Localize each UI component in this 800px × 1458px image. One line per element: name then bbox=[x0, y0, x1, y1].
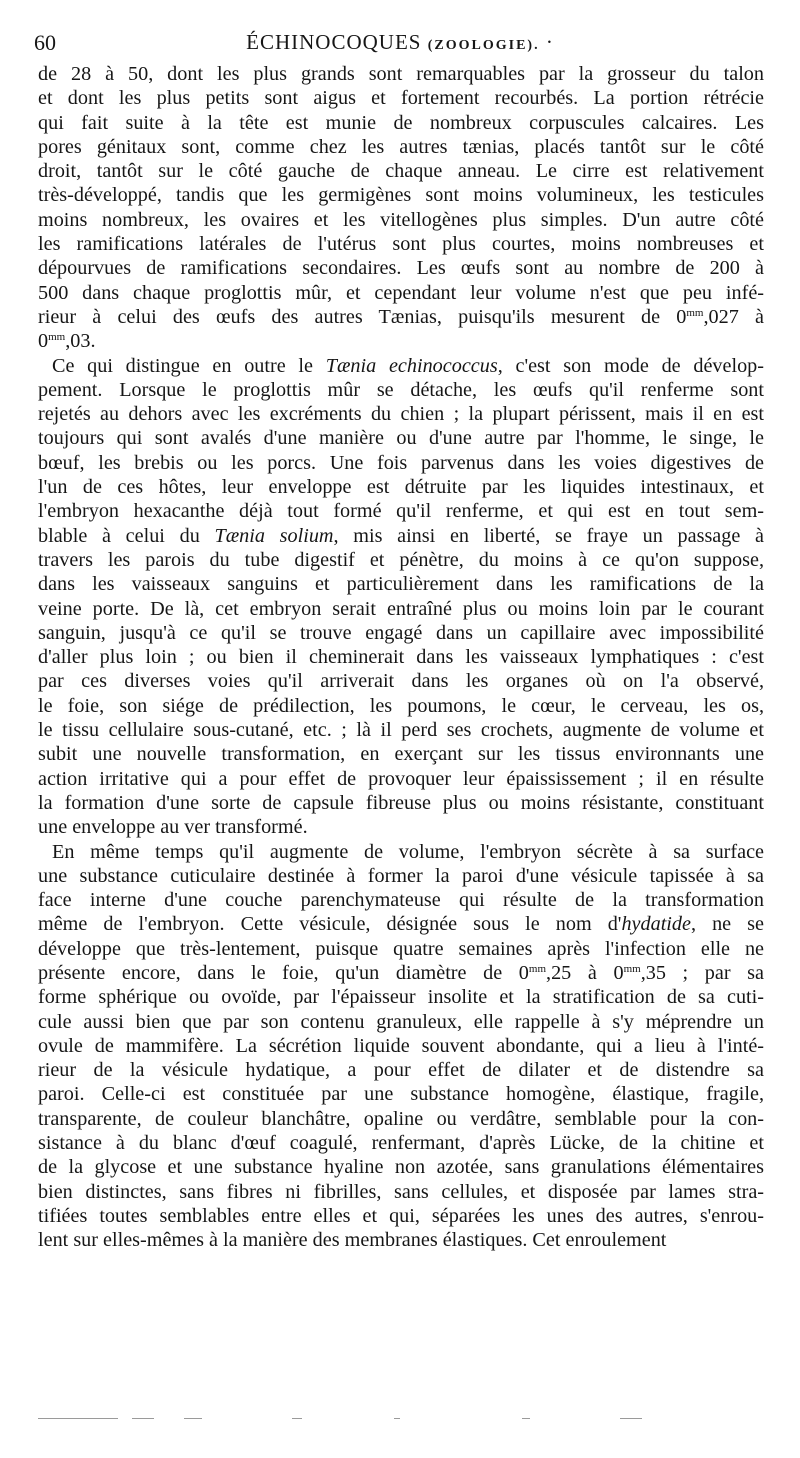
footer-marks bbox=[34, 1418, 766, 1424]
text-line: veine porte. De là, cet embryon serait entraîné plus ou moins loin par le courant bbox=[38, 597, 764, 620]
text-line: subit une nouvelle transformation, en exerçant sur les tissus environnants une bbox=[38, 743, 764, 766]
body-text bbox=[38, 62, 764, 1253]
text-line: très-développé, tandis que les germigènes sont moins volumineux, les testicules bbox=[38, 184, 764, 207]
text-line: les ramifications latérales de l'utérus sont plus courtes, moins nombreuses et bbox=[38, 233, 764, 256]
text-line: même de l'embryon. Cette vésicule, désignée sous le nom d'hydatide, ne se bbox=[38, 913, 764, 936]
text-line: dans les vaisseaux sanguins et particulièrement dans les ramifications de la bbox=[38, 573, 764, 596]
text-line: Ce qui distingue en outre le Tænia echinococcus, c'est son mode de dévelop- bbox=[52, 354, 764, 377]
text-line: paroi. Celle-ci est constituée par une substance homogène, élastique, fragile, bbox=[38, 1083, 764, 1106]
text-line: face interne d'une couche parenchymateuse qui résulte de la transformation bbox=[38, 889, 764, 912]
text-line: En même temps qu'il augmente de volume, l'embryon sécrète à sa surface bbox=[52, 840, 764, 863]
text-line: sanguin, jusqu'à ce qu'il se trouve engagé dans un capillaire avec impossibilité bbox=[38, 621, 764, 644]
text-line: rieur de la vésicule hydatique, a pour effet de dilater et de distendre sa bbox=[38, 1059, 764, 1082]
text-line: le foie, son siége de prédilection, les poumons, le cœur, le cerveau, les os, bbox=[38, 694, 764, 717]
text-line: bœuf, les brebis ou les porcs. Une fois parvenus dans les voies digestives de bbox=[38, 451, 764, 474]
text-line: tifiées toutes semblables entre elles et qui, séparées les unes des autres, s'enrou- bbox=[38, 1204, 764, 1227]
text-line: pement. Lorsque le proglottis mûr se détache, les œufs qu'il renferme sont bbox=[38, 378, 764, 401]
text-line: transparente, de couleur blanchâtre, opaline ou verdâtre, semblable pour la con- bbox=[38, 1107, 764, 1130]
text-line: travers les parois du tube digestif et pénètre, du moins à ce qu'on suppose, bbox=[38, 548, 764, 571]
text-line: action irritative qui a pour effet de provoquer leur épaississement ; il en résulte bbox=[38, 767, 764, 790]
text-line: $0^{mm},03$. bbox=[38, 330, 96, 353]
text-line: dépourvues de ramifications secondaires. Les œufs sont au nombre de 200 à bbox=[38, 257, 764, 280]
running-title-main: ÉCHINOCOQUES bbox=[246, 30, 422, 54]
text-line: une enveloppe au ver transformé. bbox=[38, 816, 308, 839]
text-line: lent sur elles-mêmes à la manière des membranes élastiques. Cet enroulement bbox=[38, 1229, 667, 1252]
running-header bbox=[34, 28, 766, 58]
text-line: ovule de mammifère. La sécrétion liquide souvent abondante, qui a lieu à l'inté- bbox=[38, 1034, 764, 1057]
paragraph bbox=[38, 354, 764, 840]
text-line: par ces diverses voies qu'il arriverait dans les organes où on l'a observé, bbox=[38, 670, 764, 693]
text-line: l'un de ces hôtes, leur enveloppe est détruite par les liquides intestinaux, et bbox=[38, 476, 764, 499]
paragraph bbox=[38, 62, 764, 354]
text-line: le tissu cellulaire sous-cutané, etc. ; là il perd ses crochets, augmente de volume et bbox=[38, 719, 764, 742]
stray-mark: · bbox=[545, 30, 554, 54]
running-title bbox=[34, 30, 766, 55]
text-line: rejetés au dehors avec les excréments du chien ; la plupart périssent, mais il en est bbox=[38, 403, 764, 426]
running-title-subtitle: (ZOOLOGIE). bbox=[427, 38, 540, 53]
text-line: de la glycose et une substance hyaline non azotée, sans granulations élémentaires bbox=[38, 1156, 764, 1179]
text-line: toujours qui sont avalés d'une manière ou d'une autre par l'homme, le singe, le bbox=[38, 427, 764, 450]
text-line: pores génitaux sont, comme chez les autres tænias, placés tantôt sur le côté bbox=[38, 135, 764, 158]
text-line: forme sphérique ou ovoïde, par l'épaisseur insolite et la stratification de sa cuti- bbox=[38, 986, 764, 1009]
text-line: sistance à du blanc d'œuf coagulé, renfermant, d'après Lücke, de la chitine et bbox=[38, 1132, 764, 1155]
text-line: la formation d'une sorte de capsule fibreuse plus ou moins résistante, constituant bbox=[38, 791, 764, 814]
text-line: une substance cuticulaire destinée à former la paroi d'une vésicule tapissée à sa bbox=[38, 864, 764, 887]
text-line: droit, tantôt sur le côté gauche de chaque anneau. Le cirre est relativement bbox=[38, 160, 764, 183]
text-line: 500 dans chaque proglottis mûr, et cependant leur volume n'est que peu infé- bbox=[38, 281, 764, 304]
text-line: présente encore, dans le foie, qu'un diamètre de $0^{mm},25$ à $0^{mm},35$ ; par sa bbox=[38, 961, 765, 984]
text-line: bien distinctes, sans fibres ni fibrilles, sans cellules, et disposée par lames stra- bbox=[38, 1180, 764, 1203]
text-line: rieur à celui des œufs des autres Tænias, puisqu'ils mesurent de $0^{mm},027$ à bbox=[38, 305, 764, 328]
text-line: de 28 à 50, dont les plus grands sont remarquables par la grosseur du talon bbox=[38, 63, 764, 85]
paragraph bbox=[38, 840, 764, 1253]
text-line: cule aussi bien que par son contenu granuleux, elle rappelle à s'y méprendre un bbox=[38, 1010, 764, 1033]
text-line: développe que très-lentement, puisque quatre semaines après l'infection elle ne bbox=[38, 937, 764, 960]
page-number: 60 bbox=[34, 30, 56, 55]
text-line: moins nombreux, les ovaires et les vitellogènes plus simples. D'un autre côté bbox=[38, 208, 764, 231]
text-line: l'embryon hexacanthe déjà tout formé qu'il renferme, et qui est en tout sem- bbox=[38, 500, 764, 523]
text-line: d'aller plus loin ; ou bien il cheminerait dans les vaisseaux lymphatiques : c'est bbox=[38, 646, 764, 669]
text-line: et dont les plus petits sont aigus et fortement recourbés. La portion rétrécie bbox=[38, 87, 764, 110]
text-line: qui fait suite à la tête est munie de nombreux corpuscules calcaires. Les bbox=[38, 111, 764, 134]
text-line: blable à celui du Tænia solium, mis ainsi en liberté, se fraye un passage à bbox=[38, 524, 764, 547]
